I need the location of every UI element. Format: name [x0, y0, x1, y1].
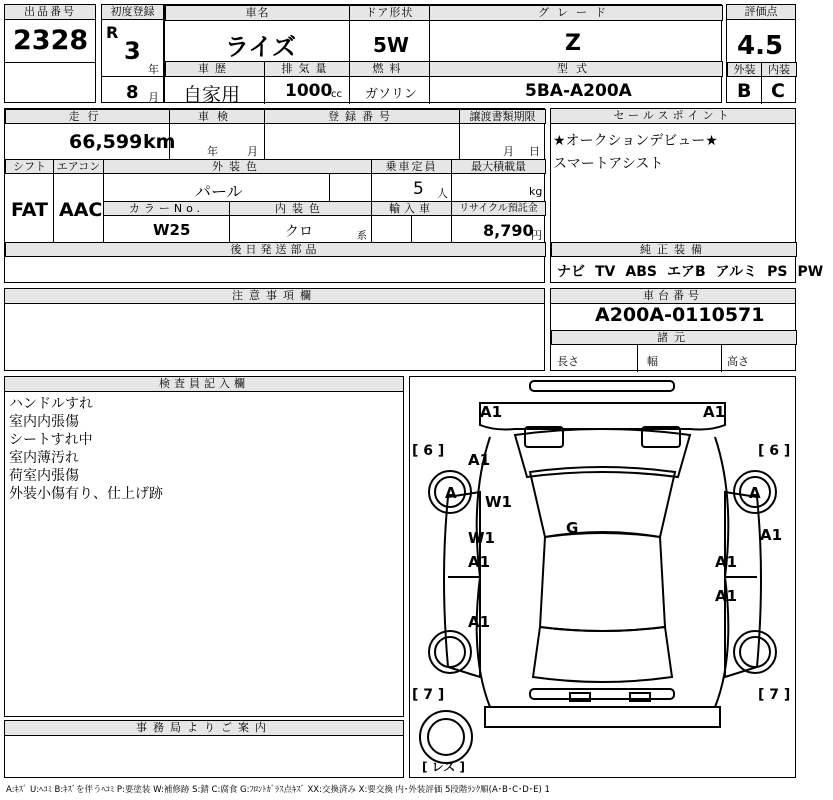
bracket-7-right: [ 7 ] — [758, 687, 791, 703]
bracket-6-right: [ 6 ] — [758, 443, 791, 459]
spec-width-label: 幅 — [647, 355, 658, 368]
caution-box — [4, 288, 545, 371]
displacement-label: 排気量 — [264, 61, 350, 77]
later-parts-label: 後日発送部品 — [5, 242, 546, 257]
lot-number-value: 2328 — [13, 25, 89, 56]
damage-diagram-box — [409, 376, 796, 778]
capacity-value: 5 — [413, 179, 424, 199]
inspector-note: 室内薄汚れ — [9, 450, 79, 466]
genuine-equipment-label: 純正装備 — [551, 242, 797, 257]
mark-g-windshield: G — [566, 519, 579, 537]
mark-a1-front-left: A1 — [480, 403, 503, 421]
color-number-label: カラーNo. — [103, 201, 230, 216]
inspector-notes-list — [9, 395, 163, 503]
genuine-equipment-list — [557, 261, 833, 281]
mark-w1-door: W1 — [468, 529, 495, 547]
capacity-label: 乗車定員 — [371, 159, 452, 174]
score-label: 評価点 — [727, 5, 795, 20]
month-value: 8 — [126, 82, 139, 103]
grade-value: Z — [565, 31, 581, 56]
year-value: 3 — [124, 37, 141, 65]
aircon-value: AAC — [59, 199, 103, 221]
office-notice-label: 事務局よりご案内 — [5, 721, 403, 736]
transfer-deadline-label: 譲渡書類期限 — [459, 109, 546, 124]
inspection-year: 年 — [207, 145, 218, 158]
inspector-note: 外装小傷有り、仕上げ跡 — [9, 486, 163, 502]
mark-w1-upper: W1 — [485, 493, 512, 511]
mileage-value: 66,599 — [69, 131, 143, 153]
spec-length-label: 長さ — [557, 355, 579, 368]
displacement-value: 1000 — [285, 81, 333, 101]
mileage-unit: km — [143, 131, 176, 153]
exterior-score-value: B — [737, 80, 752, 102]
equipment-item: ナビ — [557, 264, 585, 280]
capacity-unit: 人 — [437, 187, 448, 200]
mark-a-wheel-left: A — [445, 484, 457, 502]
exterior-color-value: パール — [195, 182, 243, 201]
first-registration-label: 初度登録 — [102, 5, 163, 20]
inspector-note: シートすれ中 — [9, 432, 93, 448]
inspection-label: 車検 — [169, 109, 265, 124]
model-label: 型式 — [429, 61, 723, 77]
color-number-value: W25 — [153, 221, 191, 239]
equipment-item: PW — [797, 264, 824, 280]
inspector-note: 室内内張傷 — [9, 414, 79, 430]
shift-value: FAT — [11, 199, 48, 221]
car-info-box — [164, 4, 722, 106]
equipment-item: PS — [767, 264, 788, 280]
interior-score-label: 内装 — [761, 62, 797, 77]
displacement-unit: cc — [331, 89, 342, 100]
mileage-label: 走行 — [5, 109, 170, 124]
inspector-note: 荷室内張傷 — [9, 468, 79, 484]
office-notice-box — [4, 720, 404, 778]
grade-label: グレード — [429, 5, 723, 21]
door-value: 5W — [373, 33, 409, 57]
equipment-item: ABS — [625, 264, 657, 280]
equipment-item: アルミ — [715, 264, 758, 280]
recycle-label: リサイクル預託金 — [451, 201, 546, 216]
equipment-item: TV — [595, 264, 616, 280]
sales-point-1: ★オークションデビュー★ — [553, 133, 718, 149]
mark-a1-rear-left: A1 — [468, 613, 491, 631]
legend-text: A:ｷｽﾞ U:ﾍｺﾐ B:ｷｽﾞを伴うﾍｺﾐ P:要塗装 W:補修跡 S:錆 C:腐食 G:ﾌﾛﾝﾄｶﾞﾗｽ点ｷｽﾞ XX:交換済み X:要交換 内･外装評価 5段階ﾗﾝｸ順(A･B･C･D･E) 1 — [6, 785, 550, 795]
interior-score-value: C — [771, 80, 785, 102]
aircon-label: エアコン — [53, 159, 104, 174]
lot-number-box — [4, 4, 96, 103]
year-unit: 年 — [148, 63, 159, 76]
transfer-day: 日 — [529, 145, 540, 158]
mark-a1-door-left: A1 — [468, 553, 491, 571]
bracket-7-left: [ 7 ] — [412, 687, 445, 703]
score-value: 4.5 — [737, 31, 784, 61]
exterior-color-label: 外装色 — [103, 159, 372, 174]
equipment-item: エアB — [666, 264, 706, 280]
mark-a1-door-right: A1 — [715, 553, 738, 571]
bracket-6-left: [ 6 ] — [412, 443, 445, 459]
import-label: 輸入車 — [371, 201, 452, 216]
recycle-value: 8,790 — [483, 221, 534, 240]
sales-point-label: セールスポイント — [551, 109, 795, 124]
inspector-note: ハンドルすれ — [9, 396, 93, 412]
max-load-unit: kg — [529, 185, 543, 198]
mark-a1-rear-right: A1 — [715, 587, 738, 605]
exterior-score-label: 外装 — [727, 62, 762, 77]
inspector-notes-label: 検査員記入欄 — [5, 377, 403, 392]
chassis-number-value: A200A-0110571 — [595, 304, 765, 326]
max-load-label: 最大積載量 — [451, 159, 546, 174]
history-value: 自家用 — [183, 84, 241, 106]
bracket-spare: [ レス ] — [422, 760, 465, 774]
recycle-unit: 円 — [531, 229, 542, 242]
fuel-label: 燃料 — [349, 61, 430, 77]
fuel-value: ガソリン — [365, 87, 418, 102]
mark-a1-side-right: A1 — [760, 526, 783, 544]
history-label: 車歴 — [165, 61, 265, 77]
interior-color-label: 内装色 — [229, 201, 372, 216]
sales-point-box — [550, 108, 824, 283]
lot-number-label: 出品番号 — [5, 5, 95, 20]
first-registration-box — [101, 4, 164, 103]
car-name-value: ライズ — [225, 33, 297, 61]
mark-a1-front-right: A1 — [703, 403, 726, 421]
car-name-label: 車名 — [165, 5, 350, 21]
era-value: R — [106, 23, 119, 42]
interior-color-value: クロ — [285, 224, 313, 240]
score-box — [726, 4, 796, 103]
model-value: 5BA-A200A — [525, 81, 632, 101]
mark-a-wheel-right: A — [749, 484, 761, 502]
month-unit: 月 — [148, 91, 159, 104]
transfer-month: 月 — [503, 145, 514, 158]
caution-label: 注意事項欄 — [5, 289, 544, 304]
shift-label: シフト — [5, 159, 54, 174]
vehicle-detail-box — [4, 108, 545, 283]
inspection-month: 月 — [247, 145, 258, 158]
interior-color-suffix: 系 — [357, 231, 367, 242]
sales-point-2: スマートアシスト — [553, 156, 664, 172]
chassis-number-label: 車台番号 — [551, 289, 795, 304]
door-label: ドア形状 — [349, 5, 430, 21]
registration-number-label: 登録番号 — [264, 109, 460, 124]
inspector-notes-box — [4, 376, 404, 717]
mark-a1-fender-left: A1 — [468, 451, 491, 469]
specs-label: 諸元 — [551, 330, 797, 345]
chassis-box — [550, 288, 796, 371]
spec-height-label: 高さ — [727, 355, 749, 368]
car-diagram — [410, 377, 795, 777]
